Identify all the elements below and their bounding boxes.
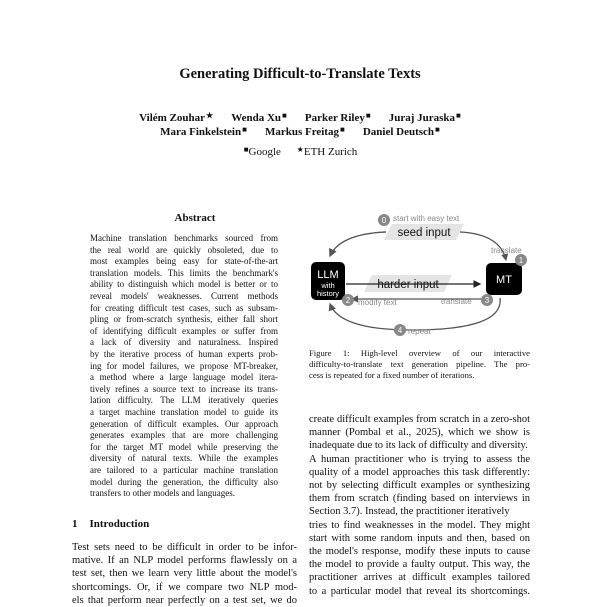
text-line: generation of difficult examples. Our approach [90, 418, 278, 429]
svg-text:history: history [316, 289, 340, 298]
text-line: by the iterative process of human experts prob- [90, 349, 278, 359]
paper-title: Generating Difficult-to-Translate Texts [179, 66, 421, 82]
text-line: a lack of diversity and naturalness. Inspired [90, 337, 278, 348]
author-name: Daniel Deutsch■ [362, 125, 440, 138]
author-name: Vilém Zouhar★ [139, 111, 214, 124]
seed-to-mt-arrow [460, 232, 506, 260]
text-line: the real world are quickly obsoleted, due to [90, 244, 278, 255]
svg-text:4: 4 [397, 326, 403, 335]
svg-text:with: with [321, 281, 335, 290]
author-row-1 [0, 111, 600, 124]
text-line: translation models. This limits the benchmark's [90, 267, 278, 278]
text-line: of identifying difficult examples or suffer from [90, 325, 278, 336]
text-line: for the target MT model while preserving the [90, 441, 278, 452]
text-line: Test sets need to be difficult in order to be infor- [72, 542, 297, 553]
text-line: tively refines a source text to increase its trans- [90, 383, 278, 394]
text-line: most examples being easy for state-of-the-art [90, 256, 278, 267]
figure-pipeline-diagram [300, 208, 540, 345]
text-line: transfers to other models and languages. [90, 488, 235, 499]
text-line: not by selecting difficult examples or synthesizing [309, 480, 530, 491]
step-0-label: start with easy text [393, 214, 460, 223]
text-line: Machine translation benchmarks sourced from [90, 233, 278, 243]
translate-label-mid: translate [441, 297, 472, 306]
svg-text:MT: MT [496, 274, 512, 286]
text-line: diversity of natural texts. While the examples [90, 453, 278, 464]
svg-text:3: 3 [484, 296, 490, 305]
llm-box [311, 262, 345, 300]
text-line: create difficult examples from scratch in a zero-shot [309, 414, 530, 425]
text-line: Figure 1: High-level overview of our interactive [309, 348, 530, 358]
text-line: model during the generation, the difficulty also [90, 476, 278, 487]
text-line: a method where a large language model itera- [90, 372, 278, 383]
text-line: practitioner arrives at difficult examples tailored [309, 572, 530, 584]
affiliations [0, 145, 600, 158]
step-4-badge [394, 324, 406, 336]
svg-text:1: 1 [518, 256, 524, 265]
text-line: pling or from-scratch synthesis, either fall short [90, 314, 278, 325]
text-line: are tailored to a particular machine translation [90, 465, 278, 475]
step-3-badge [481, 294, 493, 306]
text-line: inadequate due to its lack of difficulty and diversity. [309, 440, 528, 452]
abstract-heading: Abstract [174, 212, 216, 224]
text-line: the model's response, modify these inputs to cause [309, 546, 530, 557]
step-0-badge [378, 214, 390, 226]
svg-text:LLM: LLM [317, 269, 339, 281]
text-line: a target machine translation model to guide its [90, 407, 278, 417]
translate-label-top: translate [491, 246, 522, 255]
text-line: quality of a model approaches this task differently: [309, 466, 530, 478]
author-name: Markus Freitag■ [264, 125, 345, 138]
text-line: difficulty-to-translate text generation pipeline. The pro- [309, 359, 530, 369]
text-line: lation difficulty. The LLM iteratively queries [90, 395, 278, 406]
text-line: tries to find weaknesses in the model. They might [309, 519, 530, 531]
svg-text:seed input: seed input [397, 227, 451, 239]
mt-box [486, 263, 522, 295]
author-name: Parker Riley■ [304, 111, 371, 124]
svg-text:2: 2 [345, 296, 351, 305]
text-line: shortcomings. Or, if we compare two NLP mod- [72, 581, 297, 593]
seed-to-llm-arrow [330, 232, 386, 256]
step-2-badge [342, 294, 354, 306]
text-line: test set, then we learn very little about the model's [72, 568, 297, 580]
text-line: ing for model failures, we propose MT-breaker, [90, 360, 278, 371]
modify-text-label: modify text [358, 298, 397, 307]
text-line: generates examples that are more challenging [90, 430, 278, 441]
author-name: Mara Finkelstein■ [160, 125, 247, 138]
repeat-loop-arrow [330, 298, 500, 330]
author-name: Wenda Xu■ [231, 111, 287, 124]
text-line: Section 3.7). Instead, the practitioner iteratively [309, 506, 510, 518]
text-line: manner (Pombal et al., 2025), which we show is [309, 427, 530, 439]
text-line: to a particular model that reveal its shortcomings. [309, 585, 530, 597]
text-line: start with some random inputs and then, based on [309, 532, 530, 544]
text-line: A human practitioner who is trying to assess the [309, 453, 530, 465]
step-1-badge [515, 254, 527, 266]
repeat-label: repeat [408, 327, 431, 336]
affiliation-eth: ★ETH Zurich [296, 145, 358, 158]
text-line: reveal models' weaknesses. Current methods [90, 291, 278, 301]
text-line: them from scratch (finding based on interviews in [309, 493, 530, 505]
text-line: mative. If an NLP model performs flawlessly on a [72, 555, 297, 567]
affiliation-google: ■Google [243, 145, 281, 158]
text-line: ability to distinguish which model is better or to [90, 279, 278, 290]
text-line: cess is repeated for a fixed number of iterations. [309, 370, 475, 380]
section-heading-introduction: 1 Introduction [72, 518, 150, 530]
author-row-2 [0, 125, 600, 138]
text-line: for creating difficult test cases, such as subsam- [90, 302, 278, 313]
author-name: Juraj Juraska■ [388, 111, 461, 124]
svg-text:harder input: harder input [377, 279, 439, 291]
text-line: the model to provide a faulty output. This way, the [309, 559, 530, 571]
svg-text:0: 0 [381, 216, 387, 225]
seed-input-shape [384, 224, 464, 240]
text-line: els that perform near perfectly on a test set, we do [72, 594, 297, 606]
